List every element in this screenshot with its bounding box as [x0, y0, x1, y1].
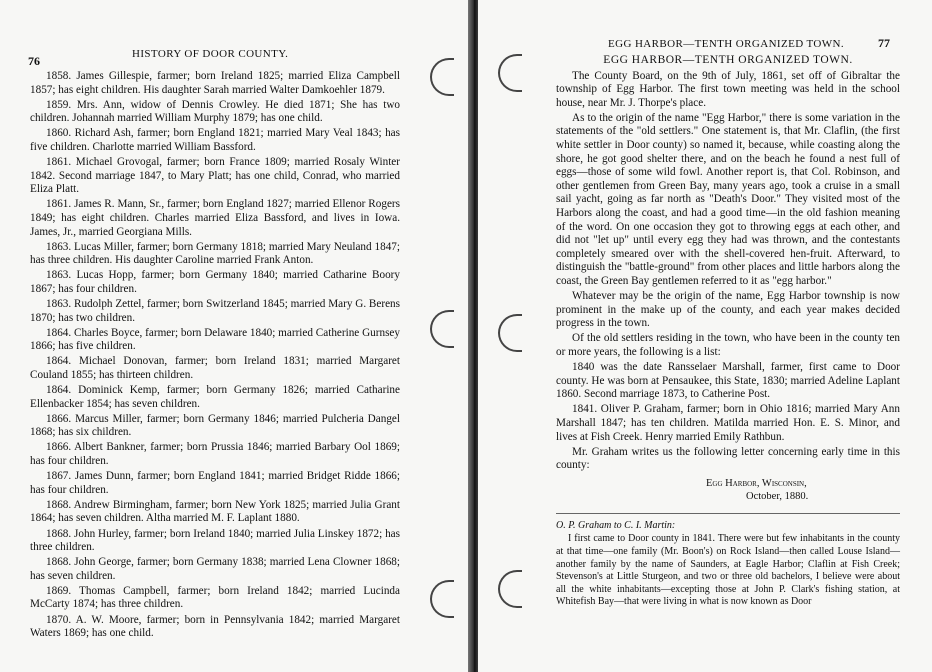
settler-entry: 1858. James Gillespie, farmer; born Ireland 1825; married Eliza Campbell 1857; has eight children. His daughter Sarah married Walter Damkoehler 1879.	[30, 70, 400, 96]
letter-place: Egg Harbor, Wisconsin,	[706, 477, 807, 489]
settler-entry: 1870. A. W. Moore, farmer; born in Pennsylvania 1842; married Margaret Waters 1869; has one child.	[30, 613, 400, 640]
paragraph: The County Board, on the 9th of July, 1861, set off of Gibraltar the township of Egg Harbor. The first town meeting was held in the school house, near Mr. J. Thorpe's place.	[556, 69, 900, 109]
settler-entry: 1867. James Dunn, farmer; born England 1841; married Bridget Ridde 1866; has four children.	[30, 470, 400, 496]
settler-entry: 1861. Michael Grovogal, farmer; born France 1809; married Rosaly Winter 1842. Second marriage 1847, to Mary Platt; has one child, Conrad, who married Eliza Platt.	[30, 156, 400, 196]
left-text-column	[30, 70, 400, 642]
settler-entry: 1860. Richard Ash, farmer; born England 1821; married Mary Veal 1843; has five children. Charlotte married William Bassford.	[30, 127, 400, 153]
binder-hole	[498, 314, 522, 352]
paragraph: Mr. Graham writes us the following letter concerning early time in this county:	[556, 445, 900, 472]
settler-entry: 1868. John Hurley, farmer; born Ireland 1840; married Julia Linskey 1872; has three children.	[30, 527, 400, 554]
section-title: EGG HARBOR—TENTH ORGANIZED TOWN.	[603, 54, 853, 66]
settler-entry: 1864. Michael Donovan, farmer; born Ireland 1831; married Margaret Couland 1855; has thirteen children.	[30, 355, 400, 381]
settler-entry: 1866. Albert Bankner, farmer; born Prussia 1846; married Barbary Ool 1869; has four children.	[30, 441, 400, 468]
binder-hole	[430, 58, 454, 96]
binder-hole	[430, 310, 454, 348]
settler-entry: 1868. Andrew Birmingham, farmer; born New York 1825; married Julia Grant 1864; has seven children. Altha married M. F. Laplant 1880.	[30, 498, 400, 525]
settler-entry: 1863. Lucas Hopp, farmer; born Germany 1840; married Catharine Boory 1867; has four children.	[30, 269, 400, 295]
paragraph: Whatever may be the origin of the name, Egg Harbor township is now prominent in the make up of the county, and each year makes decided progress in the town.	[556, 290, 900, 330]
settler-entry: 1866. Marcus Miller, farmer; born Germany 1846; married Pulcheria Dangel 1868; has six children.	[30, 412, 400, 439]
settler-entry: 1863. Lucas Miller, farmer; born Germany 1818; married Mary Neuland 1847; has three children. His daughter Caroline married Frank Anton.	[30, 240, 400, 267]
running-head-right: EGG HARBOR—TENTH ORGANIZED TOWN.	[608, 38, 845, 50]
binder-hole	[498, 54, 522, 92]
letter-heading: O. P. Graham to C. I. Martin:	[556, 519, 676, 531]
settler-entry: 1864. Dominick Kemp, farmer; born Germany 1826; married Catharine Ellenbacker 1854; has seven children.	[30, 384, 400, 410]
divider	[556, 513, 900, 514]
letter-date: October, 1880.	[746, 490, 809, 502]
settler-entry: 1864. Charles Boyce, farmer; born Delaware 1840; married Catherine Gurnsey 1866; has five children.	[30, 326, 400, 353]
settler-entry: 1861. James R. Mann, Sr., farmer; born England 1827; married Ellenor Rogers 1849; has eight children. Charles married Eliza Bassford, and lives in Iowa. James, Jr., married Georgiana Mills.	[30, 198, 400, 238]
paragraph: Of the old settlers residing in the town, who have been in the county ten or more years, the following is a list:	[556, 332, 900, 358]
settler-entry: 1868. John George, farmer; born Germany 1838; married Lena Clowner 1868; has seven children.	[30, 556, 400, 582]
page-number-left: 76	[28, 54, 40, 68]
paragraph: 1840 was the date Ransselaer Marshall, farmer, first came to Door county. He was born at Pensaukee, this State, 1830; married Adeline Laplant 1860. Second marriage 1873, to Catherine Post.	[556, 361, 900, 401]
running-head-left: HISTORY OF DOOR COUNTY.	[132, 48, 289, 60]
settler-entry: 1869. Thomas Campbell, farmer; born Ireland 1842; married Lucinda McCarty 1874; has three children.	[30, 584, 400, 611]
paragraph: As to the origin of the name "Egg Harbor," there is some variation in the statements of the "old settlers." One statement is, that Mr. Claflin, (the first white settler in Door county) so named it, because, while coasting along the shore, he got good shelter there, and on the beach he found a nest full of eggs—those of some wild fowl. Another report is, that Col. Robinson, and other gentlemen from Green Bay, many years ago, took a cruise in a small sail yacht, going as far north as "Death's Door." They visited most of the Harbors along the coast, and had a good time—in the old fashion meaning of the word. On one occasion they got to throwing eggs at each other, and did not "let up" until every egg they had was thrown, and the contestants completely smeared over with the shell-covered hen-fruit. Afterward, to distinguish the "battle-ground" from other places and little harbors along the coast, the Green Bay gentlemen referred to it as "egg harbor."	[556, 111, 900, 287]
right-text-column	[556, 54, 900, 609]
letter-block	[556, 520, 900, 609]
binder-hole	[430, 580, 454, 618]
letter-body: I first came to Door county in 1841. There were but few inhabitants in the county at that time—one family (Mr. Boon's) on Rock Island—then called Louse Island—another family by the name of Saunders, at Eagle Harbor; Claflin at Fish Creek; Stevenson's at Little Sturgeon, and two or three old bachelors, I believe were about all the white inhabitants—excepting those at John P. Clark's fishing station, at Whitefish Bay—that were living in what is now known as Door	[556, 533, 900, 608]
right-page	[478, 0, 932, 672]
settler-entry: 1863. Rudolph Zettel, farmer; born Switzerland 1845; married Mary G. Berens 1870; has two children.	[30, 298, 400, 324]
paragraph: 1841. Oliver P. Graham, farmer; born in Ohio 1816; married Mary Ann Marshall 1847; has ten children. Matilda married Hon. E. S. Minor, and lives at Fish Creek. Henry married Emily Rathbun.	[556, 403, 900, 443]
settler-entry: 1859. Mrs. Ann, widow of Dennis Crowley. He died 1871; She has two children. Johannah married William Murphy 1879; has one child.	[30, 98, 400, 125]
binder-hole	[498, 570, 522, 608]
letter-dateline	[556, 477, 900, 503]
page-number-right: 77	[878, 36, 890, 50]
